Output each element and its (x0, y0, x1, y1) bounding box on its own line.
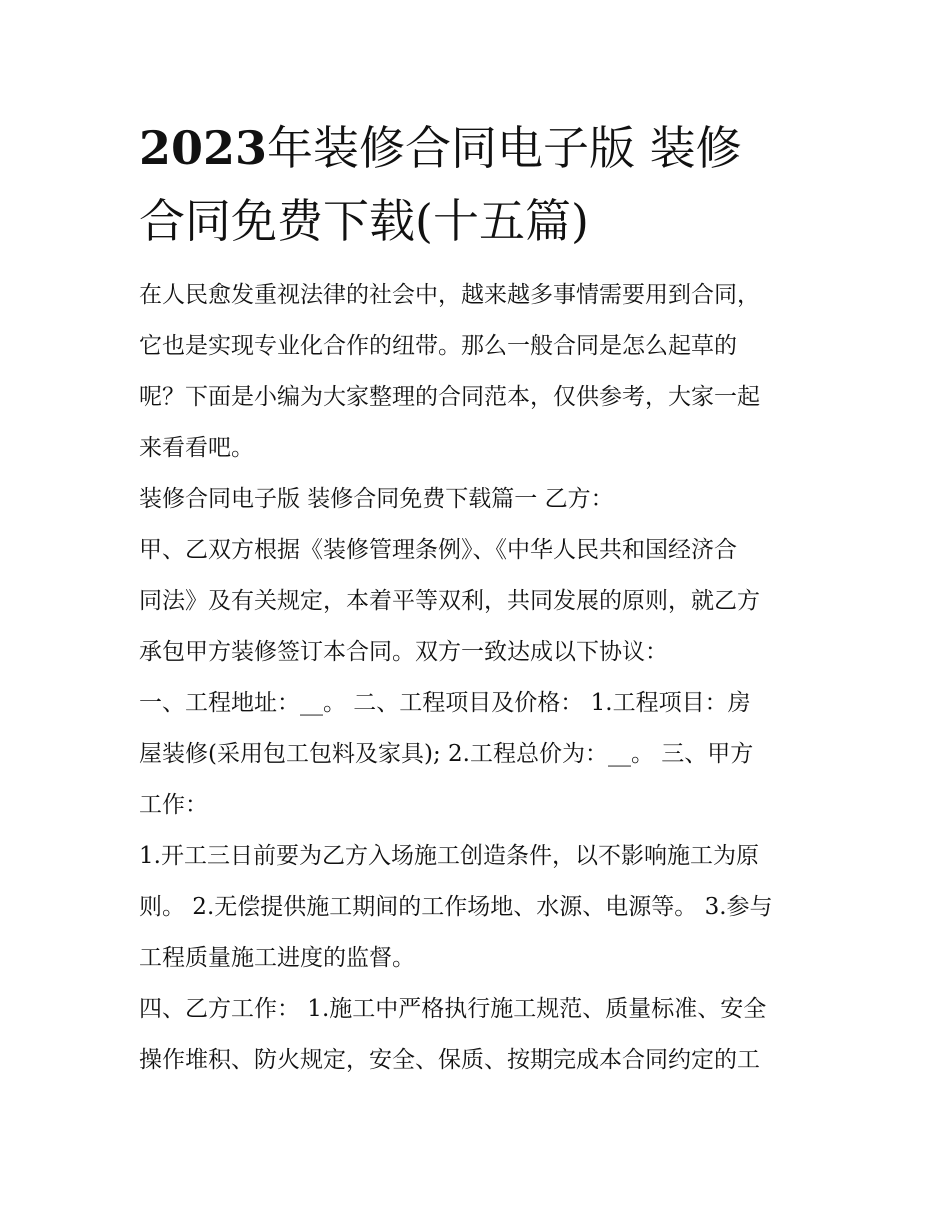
document-body (139, 270, 814, 1086)
paragraph-intro (139, 270, 814, 474)
text-line: 则。 2.无偿提供施工期间的工作场地、水源、电源等。 3.参与 (139, 894, 773, 920)
text-line: 1.开工三日前要为乙方入场施工创造条件，以不影响施工为原 (139, 843, 759, 869)
title-line-2: 合同免费下载(十五篇) (139, 194, 589, 248)
text-line: 工程质量施工进度的监督。 (139, 945, 415, 971)
title-line-1 (139, 112, 814, 185)
paragraph-section-heading (139, 474, 814, 525)
paragraph-project-details (139, 678, 814, 831)
paragraph-agreement-basis (139, 525, 814, 678)
text-line: 屋装修(采用包工包料及家具); 2.工程总价为：__。 三、甲方 (139, 741, 754, 767)
text-line: 一、工程地址：__。 二、工程项目及价格： 1.工程项目：房 (139, 690, 751, 716)
paragraph-party-a-duties (139, 831, 814, 984)
paragraph-party-b-duties (139, 984, 814, 1086)
text-line: 同法》及有关规定，本着平等双利，共同发展的原则，就乙方 (139, 588, 760, 614)
text-line: 装修合同电子版 装修合同免费下载篇一 乙方： (139, 486, 614, 512)
text-line: 工作： (139, 792, 208, 818)
text-line: 来看看吧。 (139, 435, 254, 461)
text-line: 它也是实现专业化合作的纽带。那么一般合同是怎么起草的 (139, 333, 737, 359)
text-line: 甲、乙双方根据《装修管理条例》、《中华人民共和国经济合 (139, 537, 737, 563)
text-line: 呢？下面是小编为大家整理的合同范本，仅供参考，大家一起 (139, 384, 760, 410)
text-line: 在人民愈发重视法律的社会中，越来越多事情需要用到合同， (139, 282, 760, 308)
document-page (139, 112, 814, 1086)
text-line: 操作堆积、防火规定，安全、保质、按期完成本合同约定的工 (139, 1047, 760, 1073)
document-title (139, 112, 814, 258)
text-line: 四、乙方工作： 1.施工中严格执行施工规范、质量标准、安全 (139, 996, 767, 1022)
text-line: 承包甲方装修签订本合同。双方一致达成以下协议： (139, 639, 668, 665)
title-line-1-text: 年装修合同电子版 装修 (267, 121, 742, 175)
title-year: 2023 (139, 121, 268, 175)
